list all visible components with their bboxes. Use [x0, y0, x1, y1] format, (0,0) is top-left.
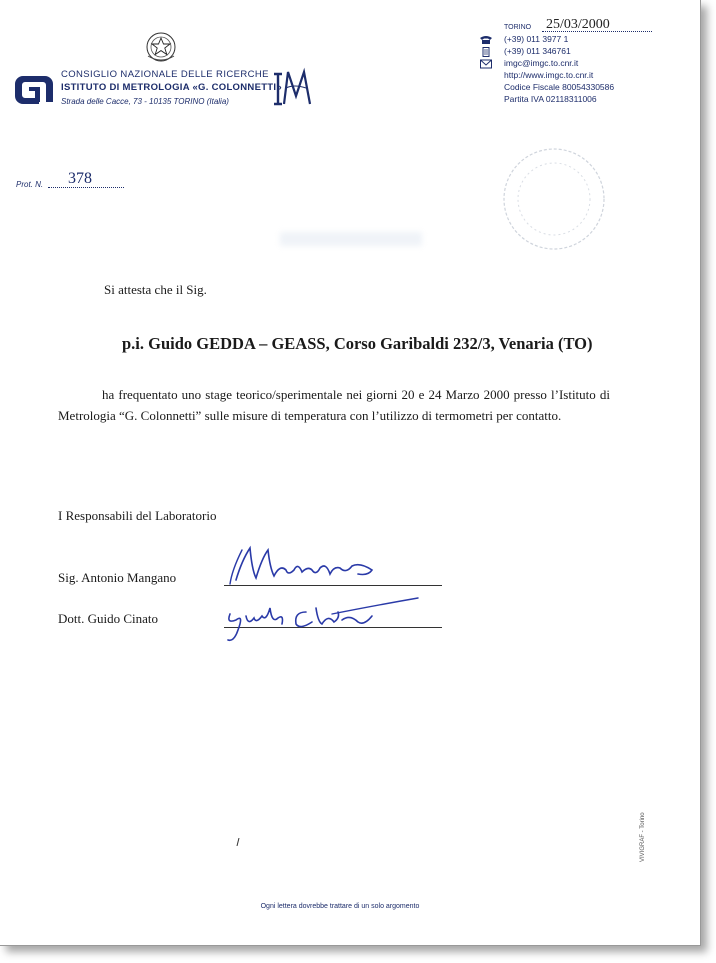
im-logo — [272, 66, 314, 110]
mail-icon — [479, 59, 493, 69]
cnr-logo — [13, 72, 55, 108]
body-paragraph — [58, 384, 610, 426]
fax-icon — [479, 47, 493, 57]
phone-icon — [479, 35, 493, 45]
fax-number: (+39) 011 346761 — [504, 46, 571, 56]
date-dotted-line — [542, 31, 652, 32]
email-address: imgc@imgc.to.cnr.it — [504, 58, 579, 68]
institution-address: Strada delle Cacce, 73 - 10135 TORINO (Italia) — [61, 97, 229, 106]
stray-mark-icon — [236, 838, 240, 846]
responsibles-label: I Responsabili del Laboratorio — [58, 508, 217, 523]
protocol-dotted-line — [48, 187, 124, 188]
signer-1-name: Sig. Antonio Mangano — [58, 570, 177, 585]
signer-2-name: Dott. Guido Cinato — [58, 611, 159, 626]
italian-emblem-icon — [144, 30, 178, 64]
phone-number: (+39) 011 3977 1 — [504, 34, 569, 44]
institution-line-1: CONSIGLIO NAZIONALE DELLE RICERCHE — [61, 69, 269, 80]
signature-mangano — [222, 540, 382, 592]
letter-date: 25/03/2000 — [546, 17, 610, 32]
institution-line-2: ISTITUTO DI METROLOGIA «G. COLONNETTI» — [61, 82, 282, 93]
protocol-number: 378 — [68, 170, 92, 187]
partita-iva: Partita IVA 02118311006 — [504, 94, 597, 104]
recipient-heading: p.i. Guido GEDDA – GEASS, Corso Garibaldi 232/3, Venaria (TO) — [122, 334, 593, 353]
footer-note: Ogni lettera dovrebbe trattare di un solo argomento — [260, 903, 420, 910]
faint-mark — [280, 232, 422, 246]
protocol-label: Prot. N. — [16, 180, 44, 189]
website: http://www.imgc.to.cnr.it — [504, 70, 594, 80]
printer-credit: VIVIGRAF - Torino — [640, 812, 646, 862]
signature-cinato — [222, 594, 422, 646]
embossed-stamp-icon — [500, 145, 608, 253]
codice-fiscale: Codice Fiscale 80054330586 — [504, 82, 615, 92]
place-label: TORINO — [504, 24, 532, 31]
body-paragraph-text: ha frequentato uno stage teorico/sperimentale nei giorni 20 e 24 Marzo 2000 presso l’Istituto di Metrologia “G. Colonnetti” sulle misure di temperatura con l’utilizzo di termometri per contatto. — [58, 387, 610, 423]
intro-text: Si attesta che il Sig. — [104, 282, 207, 297]
